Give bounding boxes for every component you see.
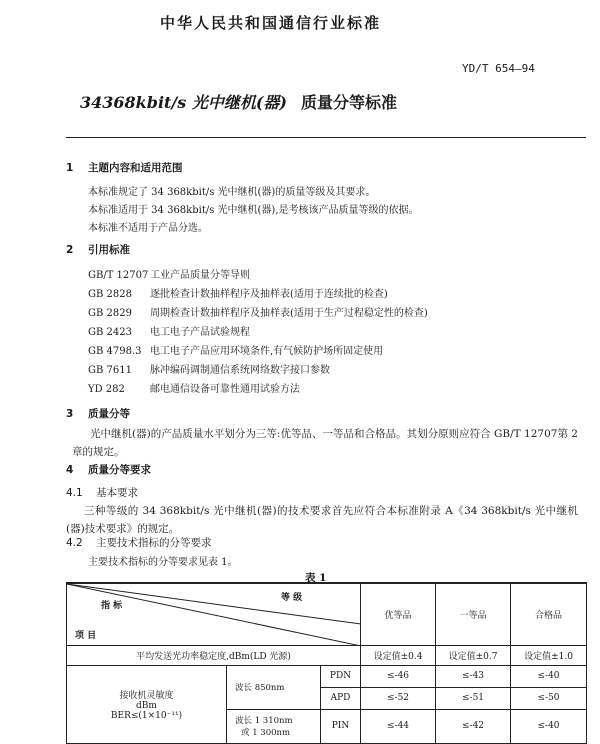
detector-type-pdn: PDN xyxy=(321,665,361,687)
document-title xyxy=(80,90,397,113)
table-cell: ≤-52 xyxy=(361,687,436,709)
sensitivity-label-line-3: BER≤(1×10⁻¹¹) xyxy=(110,710,183,721)
table-caption: 表 1 xyxy=(305,572,327,584)
detector-type-pin: PIN xyxy=(321,709,361,743)
table-cell: ≤-40 xyxy=(511,665,587,687)
subsection-title: 主要技术指标的分等要求 xyxy=(96,537,212,549)
reference-code: GB 2828 xyxy=(88,289,132,300)
table-cell: ≤-44 xyxy=(361,709,436,743)
section-title: 主题内容和适用范围 xyxy=(88,162,183,174)
subsection-number: 4.1 xyxy=(66,487,83,499)
detector-type-apd: APD xyxy=(321,687,361,709)
section-3-heading xyxy=(66,406,130,421)
section-number: 1 xyxy=(66,162,74,174)
reference-item xyxy=(88,342,383,357)
subsection-4-1-paragraph: 三种等级的 34 368kbit/s 光中继机(器)的技术要求首先应符合本标准附录 A《34 368kbit/s 光中继机(器)技术要求》的规定。 xyxy=(66,505,578,535)
sensitivity-label-line-2: dBm xyxy=(136,700,157,711)
standard-number: YD/T 654—94 xyxy=(462,62,535,75)
wavelength-1300-line: 或 1 300nm xyxy=(241,728,291,738)
table-cell: ≤-46 xyxy=(361,665,436,687)
corner-diagonal-lines xyxy=(67,584,361,646)
section-number: 2 xyxy=(66,244,74,256)
section-4-heading xyxy=(66,462,151,477)
table-row xyxy=(67,665,587,687)
reference-code: GB 2423 xyxy=(88,327,132,338)
reference-code: GB 2829 xyxy=(88,308,132,319)
subsection-4-2-heading xyxy=(66,535,212,550)
table-cell: 设定值±0.7 xyxy=(436,645,511,665)
section-number: 4 xyxy=(66,464,74,476)
title-divider xyxy=(66,137,586,138)
reference-title: 脉冲编码调制通信系统网络数字接口参数 xyxy=(150,365,330,376)
reference-title: 逐批检查计数抽样程序及抽样表(适用于连续批的检查) xyxy=(150,289,388,300)
table-row xyxy=(67,645,587,665)
subsection-title: 基本要求 xyxy=(96,487,138,499)
section-1-paragraph-2: 本标准适用于 34 368kbit/s 光中继机(器),是考核该产品质量等级的依据。 xyxy=(88,205,419,216)
reference-title: 工业产品质量分等导则 xyxy=(150,270,250,281)
title-part-1: 34368kbit/s 光中继机(器) xyxy=(80,93,287,112)
reference-title: 周期检查计数抽样程序及抽样表(适用于生产过程稳定性的检查) xyxy=(150,308,428,319)
reference-title: 邮电通信设备可靠性通用试验方法 xyxy=(150,384,300,395)
grade-header-qualified: 合格品 xyxy=(511,583,587,645)
reference-item xyxy=(88,361,330,376)
section-1-heading xyxy=(66,160,183,175)
wavelength-1310-line: 波长 1 310nm xyxy=(235,716,293,726)
organization-header: 中华人民共和国通信行业标准 xyxy=(160,14,382,32)
reference-code: GB/T 12707 xyxy=(88,270,149,281)
reference-title: 电工电子产品应用环境条件,有气候防护场所固定使用 xyxy=(150,346,384,357)
reference-item xyxy=(88,266,250,281)
title-part-2: 质量分等标准 xyxy=(300,93,397,112)
reference-item xyxy=(88,323,250,338)
table-cell: ≤-40 xyxy=(511,709,587,743)
subsection-4-1-heading xyxy=(66,485,138,500)
subsection-number: 4.2 xyxy=(66,537,83,549)
grade-header-first: 一等品 xyxy=(436,583,511,645)
reference-title: 电工电子产品试验规程 xyxy=(150,327,250,338)
section-title: 质量分等要求 xyxy=(88,464,151,476)
table-cell: ≤-42 xyxy=(436,709,511,743)
section-title: 引用标准 xyxy=(88,244,130,256)
table-cell: ≤-51 xyxy=(436,687,511,709)
section-1-paragraph-1: 本标准规定了 34 368kbit/s 光中继机(器)的质量等级及其要求。 xyxy=(88,187,376,198)
reference-item xyxy=(88,285,388,300)
table-cell: ≤-50 xyxy=(511,687,587,709)
corner-item-label: 项 目 xyxy=(75,631,97,641)
table-cell: 设定值±0.4 xyxy=(361,645,436,665)
subsection-4-2-paragraph: 主要技术指标的分等要求见表 1。 xyxy=(88,557,238,568)
grade-header-premium: 优等品 xyxy=(361,583,436,645)
sensitivity-label-line-1: 接收机灵敏度 xyxy=(119,690,174,701)
section-number: 3 xyxy=(66,408,74,420)
corner-grade-label: 等 级 xyxy=(281,593,303,603)
section-1-paragraph-3: 本标准不适用于产品分选。 xyxy=(88,223,208,234)
section-2-heading xyxy=(66,242,130,257)
table-cell: ≤-43 xyxy=(436,665,511,687)
reference-item xyxy=(88,380,300,395)
row-label-power-stability: 平均发送光功率稳定度,dBm(LD 光源) xyxy=(67,645,361,665)
wavelength-1310-label xyxy=(227,709,321,743)
table-corner-header xyxy=(67,583,361,645)
quality-grade-table xyxy=(66,582,587,744)
reference-code: GB 7611 xyxy=(88,365,132,376)
reference-code: YD 282 xyxy=(88,384,125,395)
section-3-paragraph: 光中继机(器)的产品质量水平划分为三等:优等品、一等品和合格品。其划分原则应符合 GB/T 12707第 2 章的规定。 xyxy=(72,428,578,458)
section-title: 质量分等 xyxy=(88,408,130,420)
wavelength-850-label: 波长 850nm xyxy=(227,665,321,709)
reference-code: GB 4798.3 xyxy=(88,346,142,357)
table-cell: 设定值±1.0 xyxy=(511,645,587,665)
corner-indicator-label: 指 标 xyxy=(101,601,123,611)
row-label-sensitivity xyxy=(67,665,227,743)
reference-item xyxy=(88,304,428,319)
